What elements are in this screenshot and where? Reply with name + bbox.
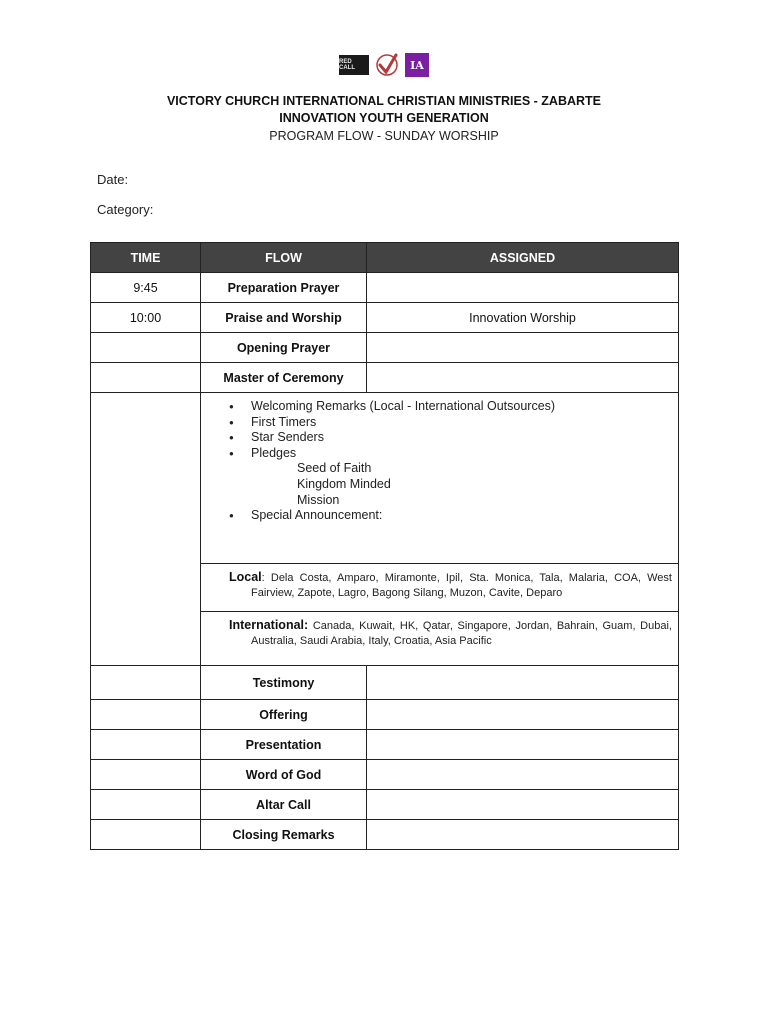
list-subitem: Kingdom Minded (297, 476, 391, 491)
logo-strip (339, 52, 429, 78)
table-row (91, 760, 679, 790)
table-row (91, 820, 679, 850)
international-label: International: (229, 618, 309, 632)
row-flow: Closing Remarks (201, 820, 367, 850)
row-flow: Opening Prayer (201, 333, 367, 363)
header-assigned: ASSIGNED (367, 243, 679, 273)
local-outsources: Local: Dela Costa, Amparo, Miramonte, Ipil, Sta. Monica, Tala, Malaria, COA, West Fairview, Zapote, Lagro, Bagong Silang, Muzon, Cavite, Deparo (201, 564, 678, 612)
youth-group-name: INNOVATION YOUTH GENERATION (279, 111, 489, 125)
row-time (91, 820, 201, 850)
list-subitem: Mission (297, 492, 340, 507)
row-time (91, 790, 201, 820)
header-flow: FLOW (201, 243, 367, 273)
red-call-logo-text: RED CALL (339, 59, 355, 71)
row-assigned: Innovation Worship (367, 303, 679, 333)
row-assigned (367, 820, 679, 850)
list-subitem: Seed of Faith (297, 461, 372, 476)
table-row (91, 363, 679, 393)
row-assigned (367, 760, 679, 790)
table-row (91, 790, 679, 820)
list-item: ● First Timers (251, 415, 678, 431)
row-time: 10:00 (91, 303, 201, 333)
local-list: Dela Costa, Amparo, Miramonte, Ipil, Sta. Monica, Tala, Malaria, COA, West Fairview, Zapote, Lagro, Bagong Silang, Muzon, Cavite, Deparo (251, 572, 672, 599)
row-flow: Word of God (201, 760, 367, 790)
program-flow-table (90, 242, 679, 850)
row-flow: Master of Ceremony (201, 363, 367, 393)
row-time: 9:45 (91, 273, 201, 303)
row-assigned (367, 666, 679, 700)
row-time (91, 333, 201, 363)
row-time (91, 363, 201, 393)
row-flow: Altar Call (201, 790, 367, 820)
date-label: Date: (97, 172, 129, 187)
international-list: Canada, Kuwait, HK, Qatar, Singapore, Jordan, Bahrain, Guam, Dubai, Australia, Saudi Arabia, Italy, Croatia, Asia Pacific (251, 620, 672, 647)
ia-logo (405, 53, 429, 77)
local-label: Local (229, 570, 262, 584)
table-row (91, 730, 679, 760)
table-row (91, 333, 679, 363)
row-assigned (367, 333, 679, 363)
row-assigned (367, 730, 679, 760)
row-assigned (367, 363, 679, 393)
row-time (91, 730, 201, 760)
row-flow: Presentation (201, 730, 367, 760)
row-assigned (367, 700, 679, 730)
table-header-row (91, 243, 679, 273)
victory-check-icon (375, 52, 399, 78)
church-name: VICTORY CHURCH INTERNATIONAL CHRISTIAN MINISTRIES - ZABARTE (166, 94, 602, 108)
row-flow: Testimony (201, 666, 367, 700)
table-row (91, 273, 679, 303)
row-time (91, 700, 201, 730)
row-flow: Offering (201, 700, 367, 730)
row-flow: Praise and Worship (201, 303, 367, 333)
row-time-empty (91, 393, 201, 666)
row-time (91, 666, 201, 700)
red-call-logo (339, 55, 369, 75)
category-label: Category: (97, 202, 154, 217)
table-row (91, 700, 679, 730)
list-item: ● Welcoming Remarks (Local - International Outsources) (251, 399, 678, 415)
list-item: ● Special Announcement: (251, 508, 678, 524)
ia-logo-text: IA (410, 58, 424, 72)
list-item: ● Pledges (251, 446, 678, 462)
row-assigned (367, 790, 679, 820)
row-flow: Preparation Prayer (201, 273, 367, 303)
mc-agenda-list (201, 393, 678, 564)
table-row (91, 666, 679, 700)
mc-details-row (91, 393, 679, 666)
international-outsources (201, 612, 678, 665)
document-title: PROGRAM FLOW - SUNDAY WORSHIP (269, 129, 499, 143)
mc-details-cell (201, 393, 679, 666)
table-row (91, 303, 679, 333)
list-item: ● Star Senders (251, 430, 678, 446)
row-time (91, 760, 201, 790)
row-assigned (367, 273, 679, 303)
header-time: TIME (91, 243, 201, 273)
